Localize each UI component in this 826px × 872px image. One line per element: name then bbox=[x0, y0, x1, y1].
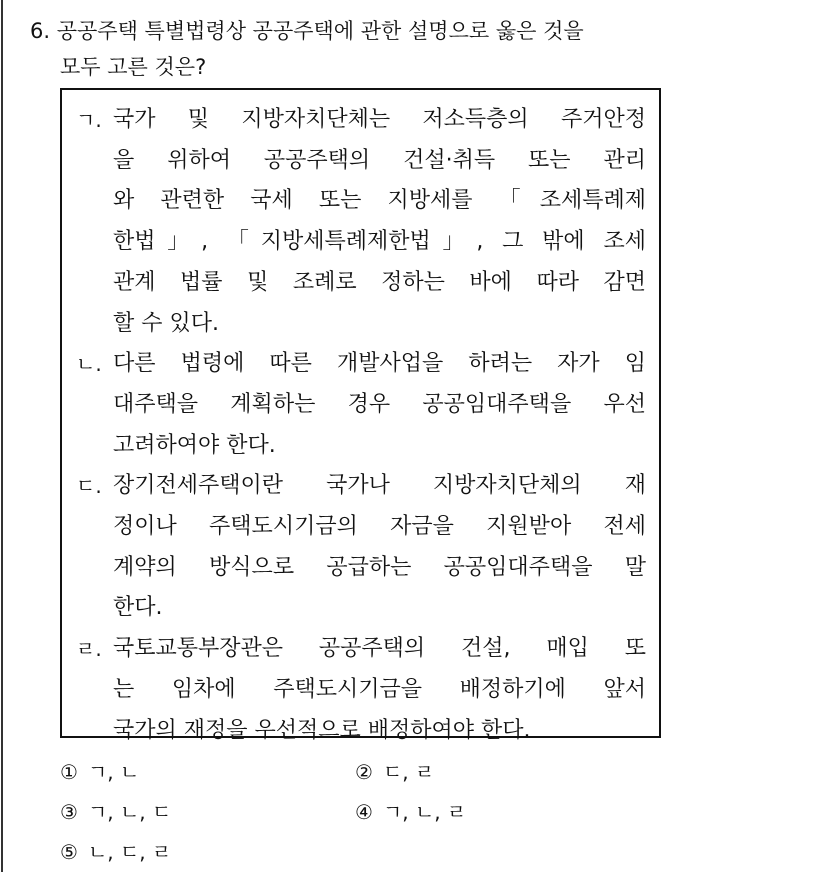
statements-box bbox=[60, 88, 661, 743]
option-3[interactable] bbox=[60, 797, 171, 827]
question-line-1 bbox=[30, 13, 750, 49]
statement-line: 고려하여야 한다. bbox=[113, 432, 276, 458]
statement-label: ㄹ. bbox=[76, 637, 102, 662]
question-number: 6. bbox=[30, 19, 51, 43]
option-text: ㄷ, ㄹ bbox=[382, 760, 435, 784]
option-number: ① bbox=[60, 760, 78, 784]
option-text: ㄴ, ㄷ, ㄹ bbox=[87, 840, 172, 864]
statement-line: 국가의 재정을 우선적으로 배정하여야 한다. bbox=[113, 717, 531, 743]
option-text: ㄱ, ㄴ, ㄷ bbox=[87, 800, 172, 824]
statement-line: 을 위하여 공공주택의 건설·취득 또는 관리 bbox=[113, 147, 646, 173]
statement-line: 계약의 방식으로 공급하는 공공임대주택을 말 bbox=[113, 554, 646, 580]
statement-line: 대주택을 계획하는 경우 공공임대주택을 우선 bbox=[113, 391, 646, 417]
statement-line: 한다. bbox=[113, 595, 163, 621]
option-1[interactable] bbox=[60, 757, 139, 787]
option-4[interactable] bbox=[355, 797, 466, 827]
statement-line: 와 관련한 국세 또는 지방세를 「조세특례제 bbox=[113, 188, 646, 214]
statement-line: 할 수 있다. bbox=[113, 310, 219, 336]
option-2[interactable] bbox=[355, 757, 434, 787]
option-number: ② bbox=[355, 760, 373, 784]
statement-line: 장기전세주택이란 국가나 지방자치단체의 재 bbox=[113, 473, 646, 499]
statement-line: 국가 및 지방자치단체는 저소득층의 주거안정 bbox=[113, 107, 646, 132]
question-line-2: 모두 고른 것은? bbox=[60, 55, 207, 79]
option-number: ④ bbox=[355, 800, 373, 824]
option-text: ㄱ, ㄴ, ㄹ bbox=[382, 800, 467, 824]
option-text: ㄱ, ㄴ bbox=[87, 760, 140, 784]
statement-line: 다른 법령에 따른 개발사업을 하려는 자가 임 bbox=[113, 351, 646, 377]
option-5[interactable] bbox=[60, 837, 171, 867]
statement-label: ㄷ. bbox=[76, 474, 102, 499]
statement-label: ㄱ. bbox=[76, 108, 102, 132]
statement-line: 관계 법률 및 조례로 정하는 바에 따라 감면 bbox=[113, 269, 646, 295]
question bbox=[30, 13, 750, 85]
option-number: ⑤ bbox=[60, 840, 78, 864]
statement-line: 국토교통부장관은 공공주택의 건설, 매입 또 bbox=[113, 636, 646, 662]
option-number: ③ bbox=[60, 800, 78, 824]
page-left-border bbox=[1, 0, 3, 872]
question-text: 공공주택 특별법령상 공공주택에 관한 설명으로 옳은 것을 bbox=[56, 19, 584, 43]
statement-line: 는 임차에 주택도시기금을 배정하기에 앞서 bbox=[113, 676, 646, 702]
statement-line: 한법」, 「지방세특례제한법」, 그 밖에 조세 bbox=[113, 229, 646, 255]
statement-line: 정이나 주택도시기금의 자금을 지원받아 전세 bbox=[113, 514, 646, 539]
statement-label: ㄴ. bbox=[76, 352, 102, 377]
